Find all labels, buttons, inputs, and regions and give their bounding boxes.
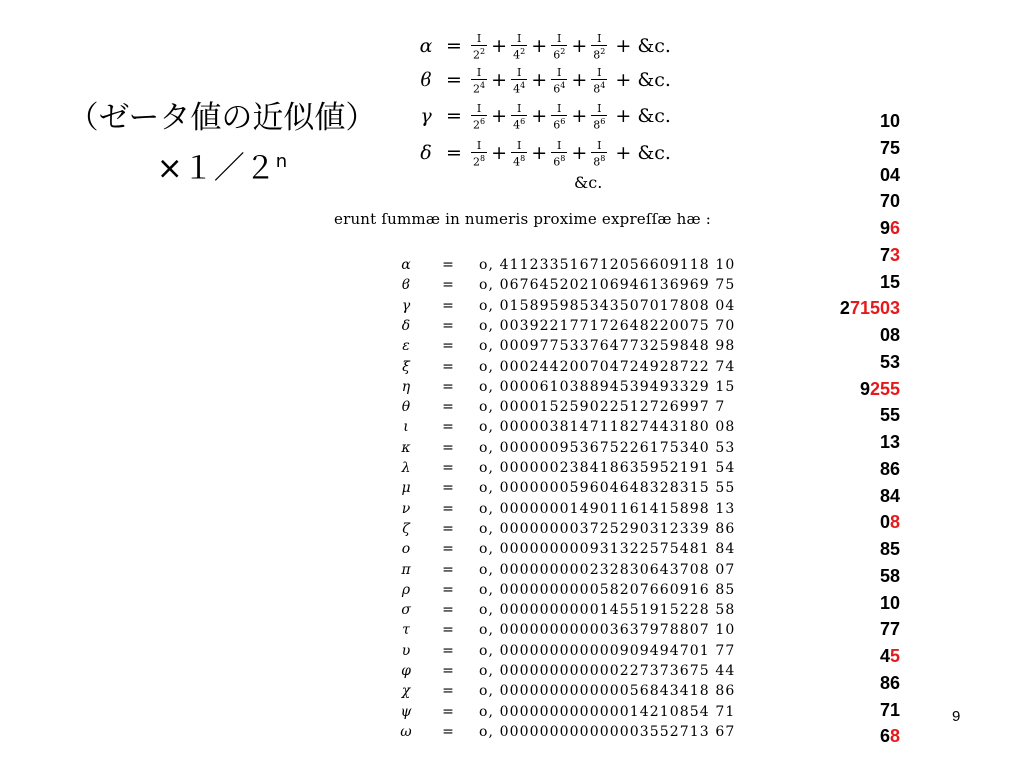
fraction-denominator: $6^4$ [553, 80, 566, 96]
etc-line: &c. [574, 173, 603, 192]
digit-row [760, 536, 900, 563]
digit-highlight: 6 [889, 218, 900, 238]
fraction-exponent: 8 [480, 153, 486, 163]
series-equals: = [442, 399, 454, 416]
fraction-exponent: 8 [600, 153, 606, 163]
series-equals: = [442, 338, 454, 355]
series-equals: = [442, 277, 454, 294]
fraction-exponent: 4 [600, 80, 606, 90]
fraction-denominator: $6^2$ [553, 46, 566, 62]
digit-highlight: 8 [889, 512, 900, 533]
series-symbol: λ [401, 460, 411, 476]
series-symbol: θ [401, 399, 411, 416]
series-equals: = [442, 358, 454, 375]
digit-plain: 9 [879, 218, 890, 238]
fraction-exponent: 8 [520, 153, 526, 163]
series-symbol: ζ [402, 520, 410, 537]
digit-row [760, 509, 900, 536]
series-equals: = [442, 317, 454, 334]
digit-plain: 86 [879, 458, 900, 479]
page-number: 9 [952, 708, 961, 725]
fraction-exponent: 8 [560, 153, 566, 163]
fraction-exponent: 4 [480, 80, 486, 90]
fraction-exponent: 2 [520, 46, 526, 56]
series-symbol: κ [401, 439, 411, 456]
series-equals: = [442, 520, 454, 537]
series-equals: = [442, 500, 454, 517]
fraction-numerator: I [591, 140, 607, 153]
series-value: o, 015895985343507017808 04 [479, 297, 736, 314]
digit-plain: 04 [879, 164, 900, 185]
series-equals: = [442, 703, 454, 720]
formula-plus: + [491, 69, 508, 91]
series-equals: = [442, 723, 454, 740]
formula-fraction [551, 140, 567, 169]
digit-row [760, 376, 900, 403]
digit-plain: 7 [879, 244, 890, 265]
digit-plain: 71 [879, 699, 900, 720]
slide-title-exponent: n [275, 151, 288, 172]
formula-plus: + [531, 105, 548, 127]
series-equals: = [442, 439, 454, 456]
fraction-numerator: I [551, 103, 567, 116]
series-equals: = [442, 378, 454, 395]
fraction-exponent: 6 [480, 116, 486, 126]
digit-row [760, 108, 900, 135]
formula-fraction [511, 103, 527, 132]
formula-fraction [551, 33, 567, 62]
series-symbol: ε [402, 338, 410, 355]
fraction-numerator: I [511, 103, 527, 116]
fraction-numerator: I [471, 103, 487, 116]
formula-symbol: α [419, 35, 433, 57]
formula-equals: = [446, 35, 462, 57]
series-value: o, 000000000000227373675 44 [479, 663, 736, 679]
formula-plus: + [491, 35, 508, 57]
series-symbol: ψ [400, 703, 412, 720]
digit-row [760, 242, 900, 269]
series-value: o, 000061038894539493329 15 [479, 378, 736, 395]
formula-fraction [591, 67, 607, 96]
digit-row [760, 402, 900, 429]
formula-tail: + &c. [609, 105, 671, 127]
fraction-denominator: $8^6$ [593, 116, 606, 132]
fraction-denominator: $8^2$ [593, 46, 606, 62]
digit-highlight: 71503 [849, 298, 900, 319]
digit-row [760, 723, 900, 750]
series-equals: = [442, 602, 454, 619]
fraction-numerator: I [471, 140, 487, 153]
digit-row [760, 188, 900, 215]
formula-fraction [511, 33, 527, 62]
formula-plus: + [571, 69, 588, 91]
fraction-denominator: $4^2$ [513, 46, 526, 62]
series-symbol: ο [401, 541, 411, 558]
formula-plus: + [531, 69, 548, 91]
fraction-numerator: I [471, 67, 487, 80]
fraction-denominator: $2^4$ [473, 80, 486, 96]
formula-symbol: ϐ [420, 69, 432, 91]
formula-fraction [591, 33, 607, 62]
digit-row [760, 269, 900, 296]
formula-equals: = [446, 105, 462, 127]
series-equals: = [442, 297, 454, 314]
series-symbol: φ [401, 663, 411, 679]
digit-plain: 84 [879, 485, 900, 506]
series-value: o, 000000000232830643708 07 [479, 561, 736, 578]
formula-plus: + [571, 105, 588, 127]
latin-sentence: erunt ſummæ in numeris proxime expreſſæ hæ : [334, 210, 712, 228]
series-value: o, 000977533764773259848 98 [479, 338, 736, 355]
digit-plain: 85 [879, 539, 900, 559]
formula-tail: + &c. [609, 142, 671, 164]
fraction-denominator: $6^6$ [553, 116, 566, 132]
series-symbol: χ [401, 683, 411, 700]
fraction-numerator: I [511, 140, 527, 153]
digit-plain: 53 [879, 351, 900, 372]
digit-plain: 70 [879, 191, 900, 212]
digit-plain: 2 [839, 298, 850, 319]
series-equals: = [442, 257, 454, 273]
digit-row [760, 429, 900, 456]
digit-highlight: 255 [869, 378, 900, 399]
fraction-denominator: $4^4$ [513, 80, 526, 96]
series-equals: = [442, 683, 454, 700]
fraction-exponent: 2 [600, 46, 606, 56]
formula-equals: = [446, 69, 462, 91]
formula-fraction [591, 103, 607, 132]
formula-fraction [471, 140, 487, 169]
fraction-exponent: 6 [600, 116, 606, 126]
formula-fraction [551, 67, 567, 96]
series-equals: = [442, 460, 454, 476]
series-symbol: σ [401, 602, 411, 619]
series-value: o, 000000059604648328315 55 [479, 480, 736, 497]
series-value: o, 000000238418635952191 54 [479, 460, 736, 476]
digit-row [760, 215, 900, 242]
fraction-denominator: $2^8$ [473, 153, 486, 169]
digit-plain: 75 [879, 137, 900, 158]
formula-equals: = [446, 142, 462, 164]
series-value: o, 000000000000003552713 67 [479, 723, 736, 740]
series-symbol: α [401, 257, 411, 273]
series-symbol: δ [401, 317, 411, 334]
formula-row [415, 66, 671, 95]
series-equals: = [442, 663, 454, 679]
digit-plain: 9 [859, 378, 870, 399]
slide-title-line1: （ゼータ値の近似値） [67, 100, 377, 136]
formula-plus: + [491, 142, 508, 164]
formula-row [415, 32, 671, 61]
formula-plus: + [571, 142, 588, 164]
digit-plain: 86 [879, 672, 900, 693]
formula-fraction [591, 140, 607, 169]
digit-row [760, 135, 900, 162]
fraction-denominator: $4^6$ [513, 116, 526, 132]
formula-plus: + [531, 35, 548, 57]
fraction-numerator: I [471, 33, 487, 46]
series-row [395, 721, 735, 744]
series-symbol: μ [401, 480, 411, 497]
formula-tail: + &c. [609, 35, 671, 57]
series-value: o, 411233516712056609118 10 [479, 257, 736, 273]
series-equals: = [442, 581, 454, 598]
fraction-exponent: 6 [560, 116, 566, 126]
digit-row [760, 616, 900, 643]
series-equals: = [442, 419, 454, 436]
digit-row [760, 643, 900, 670]
fraction-exponent: 2 [560, 46, 566, 56]
formula-symbol: δ [420, 142, 432, 164]
fraction-denominator: $2^6$ [473, 116, 486, 132]
fraction-denominator: $4^8$ [513, 153, 526, 169]
digit-plain: 55 [879, 405, 900, 426]
formula-fraction [511, 140, 527, 169]
series-symbol: τ [402, 622, 410, 639]
series-symbol: π [401, 561, 411, 578]
series-value: o, 067645202106946136969 75 [479, 277, 736, 294]
fraction-denominator: $2^2$ [473, 46, 486, 62]
digit-column [760, 108, 900, 750]
series-symbol: υ [401, 642, 411, 659]
digit-row [760, 697, 900, 724]
digit-row [760, 590, 900, 617]
series-value: o, 000000000058207660916 85 [479, 581, 736, 598]
series-value: o, 000000003725290312339 86 [479, 520, 736, 537]
formula-tail: + &c. [609, 69, 671, 91]
fraction-numerator: I [591, 67, 607, 80]
series-value: o, 000000000931322575481 84 [479, 541, 736, 558]
digit-plain: 10 [879, 111, 900, 131]
formula-fraction [551, 103, 567, 132]
fraction-numerator: I [511, 67, 527, 80]
series-equals: = [442, 480, 454, 497]
fraction-denominator: $8^4$ [593, 80, 606, 96]
digit-plain: 13 [879, 432, 900, 452]
series-symbol: γ [401, 297, 411, 314]
series-symbol: ξ [402, 358, 410, 375]
formula-row [415, 139, 671, 168]
digit-row [760, 483, 900, 510]
series-equals: = [442, 541, 454, 558]
digit-plain: 4 [879, 646, 890, 666]
digit-row [760, 162, 900, 189]
digit-row [760, 349, 900, 376]
fraction-exponent: 2 [480, 46, 486, 56]
digit-plain: 6 [879, 726, 890, 747]
series-value: o, 000015259022512726997 7 [479, 399, 726, 416]
digit-plain: 08 [879, 325, 900, 345]
fraction-denominator: $6^8$ [553, 153, 566, 169]
digit-plain: 0 [879, 512, 890, 533]
series-value: o, 000003814711827443180 08 [479, 419, 736, 436]
digit-row [760, 322, 900, 349]
digit-row [760, 456, 900, 483]
series-value: o, 000000000014551915228 58 [479, 602, 736, 619]
series-value: o, 000000000003637978807 10 [479, 622, 736, 639]
slide-title-multiplier: ×１／２ [156, 150, 276, 187]
fraction-denominator: $8^8$ [593, 153, 606, 169]
series-value: o, 003922177172648220075 70 [479, 317, 736, 334]
formula-plus: + [491, 105, 508, 127]
series-equals: = [442, 642, 454, 659]
series-value: o, 000244200704724928722 74 [479, 358, 736, 375]
series-equals: = [442, 622, 454, 639]
series-symbol: ρ [401, 581, 411, 598]
fraction-numerator: I [591, 103, 607, 116]
digit-plain: 77 [879, 619, 900, 640]
fraction-numerator: I [591, 33, 607, 46]
digit-highlight: 3 [889, 244, 900, 265]
fraction-numerator: I [551, 140, 567, 153]
formula-plus: + [571, 35, 588, 57]
digit-highlight: 5 [889, 646, 900, 666]
series-symbol: ι [403, 419, 409, 436]
formula-symbol: γ [420, 105, 432, 127]
fraction-exponent: 4 [560, 80, 566, 90]
fraction-numerator: I [551, 67, 567, 80]
digit-row [760, 563, 900, 590]
digit-row [760, 295, 900, 322]
series-value: o, 000000953675226175340 53 [479, 439, 736, 456]
series-symbol: ω [400, 723, 412, 740]
fraction-numerator: I [551, 33, 567, 46]
fraction-exponent: 6 [520, 116, 526, 126]
formula-plus: + [531, 142, 548, 164]
digit-plain: 15 [879, 271, 900, 292]
series-value: o, 000000000000909494701 77 [479, 642, 736, 659]
series-value: o, 000000000000014210854 71 [479, 703, 736, 720]
fraction-exponent: 4 [520, 80, 526, 90]
formula-fraction [511, 67, 527, 96]
digit-highlight: 8 [889, 726, 900, 747]
series-value: o, 000000014901161415898 13 [479, 500, 736, 517]
formula-fraction [471, 103, 487, 132]
digit-plain: 10 [879, 592, 900, 613]
digit-plain: 58 [879, 565, 900, 586]
series-symbol: ν [401, 500, 411, 517]
series-symbol: ϐ [401, 277, 411, 294]
formula-row [415, 102, 671, 131]
fraction-numerator: I [511, 33, 527, 46]
formula-fraction [471, 67, 487, 96]
digit-row [760, 670, 900, 697]
series-symbol: η [401, 378, 411, 395]
formula-fraction [471, 33, 487, 62]
series-value: o, 000000000000056843418 86 [479, 683, 736, 700]
series-equals: = [442, 561, 454, 578]
